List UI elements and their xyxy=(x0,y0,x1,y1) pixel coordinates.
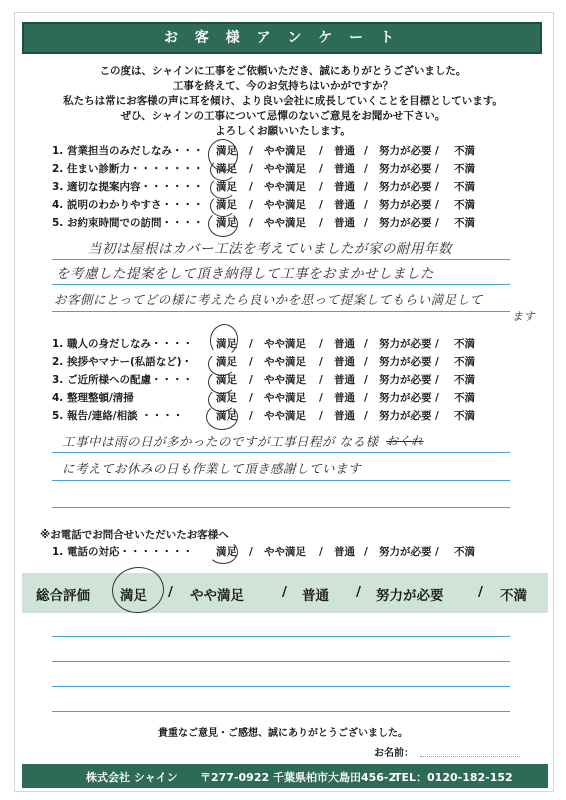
option-separator: / xyxy=(435,374,439,386)
comment-rule xyxy=(52,480,510,481)
option-separator: / xyxy=(249,163,253,175)
option-somewhat-satisfied[interactable]: やや満足 xyxy=(264,163,306,175)
option-average[interactable]: 普通 xyxy=(334,163,355,175)
option-separator: / xyxy=(364,181,368,193)
option-needs-effort[interactable]: 努力が必要 xyxy=(379,338,432,350)
option-separator: / xyxy=(364,410,368,422)
question-label: 5. お約束時間での訪問・・・・ xyxy=(52,217,204,229)
option-separator: / xyxy=(364,392,368,404)
option-dissatisfied[interactable]: 不満 xyxy=(454,374,475,386)
intro-line: よろしくお願いいたします。 xyxy=(215,125,351,137)
option-needs-effort[interactable]: 努力が必要 xyxy=(379,546,432,558)
option-needs-effort[interactable]: 努力が必要 xyxy=(379,163,432,175)
option-dissatisfied[interactable]: 不満 xyxy=(454,410,475,422)
option-satisfied[interactable]: 満足 xyxy=(216,374,237,386)
option-separator: / xyxy=(435,338,439,350)
option-separator: / xyxy=(364,145,368,157)
survey-title: お 客 様 ア ン ケ ー ト xyxy=(22,22,542,54)
option-somewhat-satisfied[interactable]: やや満足 xyxy=(264,410,306,422)
handwritten-comment: お客側にとってどの様に考えたら良いかを思って提案してもらい満足して xyxy=(54,292,483,307)
option-satisfied[interactable]: 満足 xyxy=(216,163,237,175)
comment-rule xyxy=(52,507,510,508)
option-average[interactable]: 普通 xyxy=(334,145,355,157)
company-name: 株式会社 シャイン xyxy=(86,771,178,784)
option-satisfied[interactable]: 満足 xyxy=(216,145,237,157)
option-separator: / xyxy=(249,392,253,404)
comment-rule xyxy=(52,259,510,260)
option-separator: / xyxy=(249,410,253,422)
option-separator: / xyxy=(364,546,368,558)
option-dissatisfied[interactable]: 不満 xyxy=(454,145,475,157)
overall-option-needs-effort[interactable]: 努力が必要 xyxy=(376,588,444,604)
intro-line: 私たちは常にお客様の声に耳を傾け、より良い会社に成長していくことを目標としています。 xyxy=(63,95,503,107)
option-somewhat-satisfied[interactable]: やや満足 xyxy=(264,181,306,193)
option-dissatisfied[interactable]: 不満 xyxy=(454,338,475,350)
option-somewhat-satisfied[interactable]: やや満足 xyxy=(264,374,306,386)
option-separator: / xyxy=(249,338,253,350)
option-separator: / xyxy=(249,546,253,558)
option-separator: / xyxy=(319,338,323,350)
question-label: 3. 適切な提案内容・・・・・・ xyxy=(52,181,204,193)
option-somewhat-satisfied[interactable]: やや満足 xyxy=(264,546,306,558)
intro-line: この度は、シャインに工事をご依頼いただき、誠にありがとうございました。 xyxy=(99,65,467,77)
question-label: 1. 職人の身だしなみ・・・・ xyxy=(52,338,193,350)
option-satisfied[interactable]: 満足 xyxy=(216,356,237,368)
option-separator: / xyxy=(435,181,439,193)
option-dissatisfied[interactable]: 不満 xyxy=(454,163,475,175)
option-dissatisfied[interactable]: 不満 xyxy=(454,217,475,229)
option-dissatisfied[interactable]: 不満 xyxy=(454,356,475,368)
handwritten-comment: ます xyxy=(512,310,535,323)
option-dissatisfied[interactable]: 不満 xyxy=(454,546,475,558)
option-average[interactable]: 普通 xyxy=(334,374,355,386)
option-separator: / xyxy=(356,584,361,600)
question-label: 3. ご近所様への配慮・・・・ xyxy=(52,374,193,386)
option-separator: / xyxy=(435,163,439,175)
option-separator: / xyxy=(249,199,253,211)
option-satisfied[interactable]: 満足 xyxy=(216,217,237,229)
option-separator: / xyxy=(319,546,323,558)
comment-rule xyxy=(52,686,510,687)
option-separator: / xyxy=(319,181,323,193)
option-separator: / xyxy=(319,145,323,157)
comment-rule xyxy=(52,311,510,312)
overall-option-satisfied[interactable]: 満足 xyxy=(120,588,147,604)
intro-line: ぜひ、シャインの工事について忌憚のないご意見をお聞かせ下さい。 xyxy=(120,110,446,122)
comment-rule xyxy=(52,711,510,712)
option-needs-effort[interactable]: 努力が必要 xyxy=(379,356,432,368)
intro-message xyxy=(40,64,526,139)
option-average[interactable]: 普通 xyxy=(334,546,355,558)
option-separator: / xyxy=(249,181,253,193)
selection-circle xyxy=(208,211,238,237)
option-separator: / xyxy=(435,217,439,229)
option-satisfied[interactable]: 満足 xyxy=(216,181,237,193)
option-separator: / xyxy=(319,199,323,211)
comment-rule xyxy=(52,452,510,453)
option-separator: / xyxy=(435,410,439,422)
question-label: 2. 挨拶やマナー(私語など)・ xyxy=(52,356,193,368)
option-separator: / xyxy=(435,199,439,211)
option-separator: / xyxy=(249,374,253,386)
option-separator: / xyxy=(435,392,439,404)
option-separator: / xyxy=(249,356,253,368)
question-label: 1. 電話の対応・・・・・・・ xyxy=(52,546,193,558)
option-needs-effort[interactable]: 努力が必要 xyxy=(379,392,432,404)
phone-section-heading: ※お電話でお問合せいただいたお客様へ xyxy=(40,529,229,541)
option-separator: / xyxy=(478,584,483,600)
company-address: 〒277-0922 千葉県柏市大島田456-2 xyxy=(200,771,397,784)
option-separator: / xyxy=(364,374,368,386)
name-field[interactable] xyxy=(420,756,520,757)
option-average[interactable]: 普通 xyxy=(334,392,355,404)
option-separator: / xyxy=(319,410,323,422)
overall-rating-bar xyxy=(22,573,548,613)
option-needs-effort[interactable]: 努力が必要 xyxy=(379,374,432,386)
option-satisfied[interactable]: 満足 xyxy=(216,410,237,422)
option-separator: / xyxy=(364,163,368,175)
option-separator: / xyxy=(435,356,439,368)
option-separator: / xyxy=(319,356,323,368)
option-separator: / xyxy=(364,217,368,229)
option-needs-effort[interactable]: 努力が必要 xyxy=(379,217,432,229)
option-separator: / xyxy=(282,584,287,600)
option-separator: / xyxy=(364,338,368,350)
handwritten-comment: に考えてお休みの日も作業して頂き感謝しています xyxy=(62,461,362,476)
option-somewhat-satisfied[interactable]: やや満足 xyxy=(264,199,306,211)
company-phone: TEL：0120-182-152 xyxy=(394,771,513,784)
option-separator: / xyxy=(319,374,323,386)
overall-option-dissatisfied[interactable]: 不満 xyxy=(500,588,527,604)
question-label: 1. 営業担当のみだしなみ・・・ xyxy=(52,145,204,157)
selection-circle xyxy=(208,540,238,564)
option-dissatisfied[interactable]: 不満 xyxy=(454,199,475,211)
name-field-label: お名前： xyxy=(374,748,414,759)
option-average[interactable]: 普通 xyxy=(334,181,355,193)
option-separator: / xyxy=(168,584,173,600)
question-label: 4. 説明のわかりやすさ・・・・ xyxy=(52,199,204,211)
option-somewhat-satisfied[interactable]: やや満足 xyxy=(264,338,306,350)
handwritten-comment: 工事中は雨の日が多かったのですが工事日程が なる様 xyxy=(62,434,379,449)
option-separator: / xyxy=(435,546,439,558)
handwritten-comment: 当初は屋根はカバー工法を考えていましたが家の耐用年数 xyxy=(88,241,452,257)
option-needs-effort[interactable]: 努力が必要 xyxy=(379,181,432,193)
option-separator: / xyxy=(364,356,368,368)
overall-rating-label: 総合評価 xyxy=(36,588,90,604)
comment-rule xyxy=(52,661,510,662)
option-separator: / xyxy=(319,163,323,175)
selection-circle xyxy=(206,404,238,430)
handwritten-comment: を考慮した提案をして頂き納得して工事をおまかせしました xyxy=(56,266,434,282)
option-satisfied[interactable]: 満足 xyxy=(216,392,237,404)
question-label: 2. 住まい診断力・・・・・・・ xyxy=(52,163,204,175)
intro-line: 工事を終えて、今のお気持ちはいかがですか？ xyxy=(172,80,394,92)
option-average[interactable]: 普通 xyxy=(334,217,355,229)
option-somewhat-satisfied[interactable]: やや満足 xyxy=(264,356,306,368)
question-label: 4. 整理整頓/清掃 xyxy=(52,392,134,404)
option-separator: / xyxy=(435,145,439,157)
overall-option-average[interactable]: 普通 xyxy=(302,588,329,604)
option-satisfied[interactable]: 満足 xyxy=(216,338,237,350)
question-label: 5. 報告/連絡/相談 ・・・・ xyxy=(52,410,184,422)
option-needs-effort[interactable]: 努力が必要 xyxy=(379,199,432,211)
option-somewhat-satisfied[interactable]: やや満足 xyxy=(264,145,306,157)
option-needs-effort[interactable]: 努力が必要 xyxy=(379,145,432,157)
option-separator: / xyxy=(319,392,323,404)
option-average[interactable]: 普通 xyxy=(334,356,355,368)
option-needs-effort[interactable]: 努力が必要 xyxy=(379,410,432,422)
option-average[interactable]: 普通 xyxy=(334,410,355,422)
option-dissatisfied[interactable]: 不満 xyxy=(454,181,475,193)
struck-comment: おくれ xyxy=(386,434,424,448)
option-satisfied[interactable]: 満足 xyxy=(216,546,237,558)
option-satisfied[interactable]: 満足 xyxy=(216,199,237,211)
option-separator: / xyxy=(364,199,368,211)
option-separator: / xyxy=(249,217,253,229)
option-separator: / xyxy=(249,145,253,157)
thanks-message: 貴重なご意見・ご感想、誠にありがとうございました。 xyxy=(158,728,408,739)
option-dissatisfied[interactable]: 不満 xyxy=(454,392,475,404)
option-somewhat-satisfied[interactable]: やや満足 xyxy=(264,217,306,229)
option-average[interactable]: 普通 xyxy=(334,338,355,350)
option-separator: / xyxy=(319,217,323,229)
option-average[interactable]: 普通 xyxy=(334,199,355,211)
comment-rule xyxy=(52,636,510,637)
company-footer xyxy=(22,764,548,788)
comment-rule xyxy=(52,284,510,285)
option-somewhat-satisfied[interactable]: やや満足 xyxy=(264,392,306,404)
overall-option-somewhat-satisfied[interactable]: やや満足 xyxy=(190,588,244,604)
